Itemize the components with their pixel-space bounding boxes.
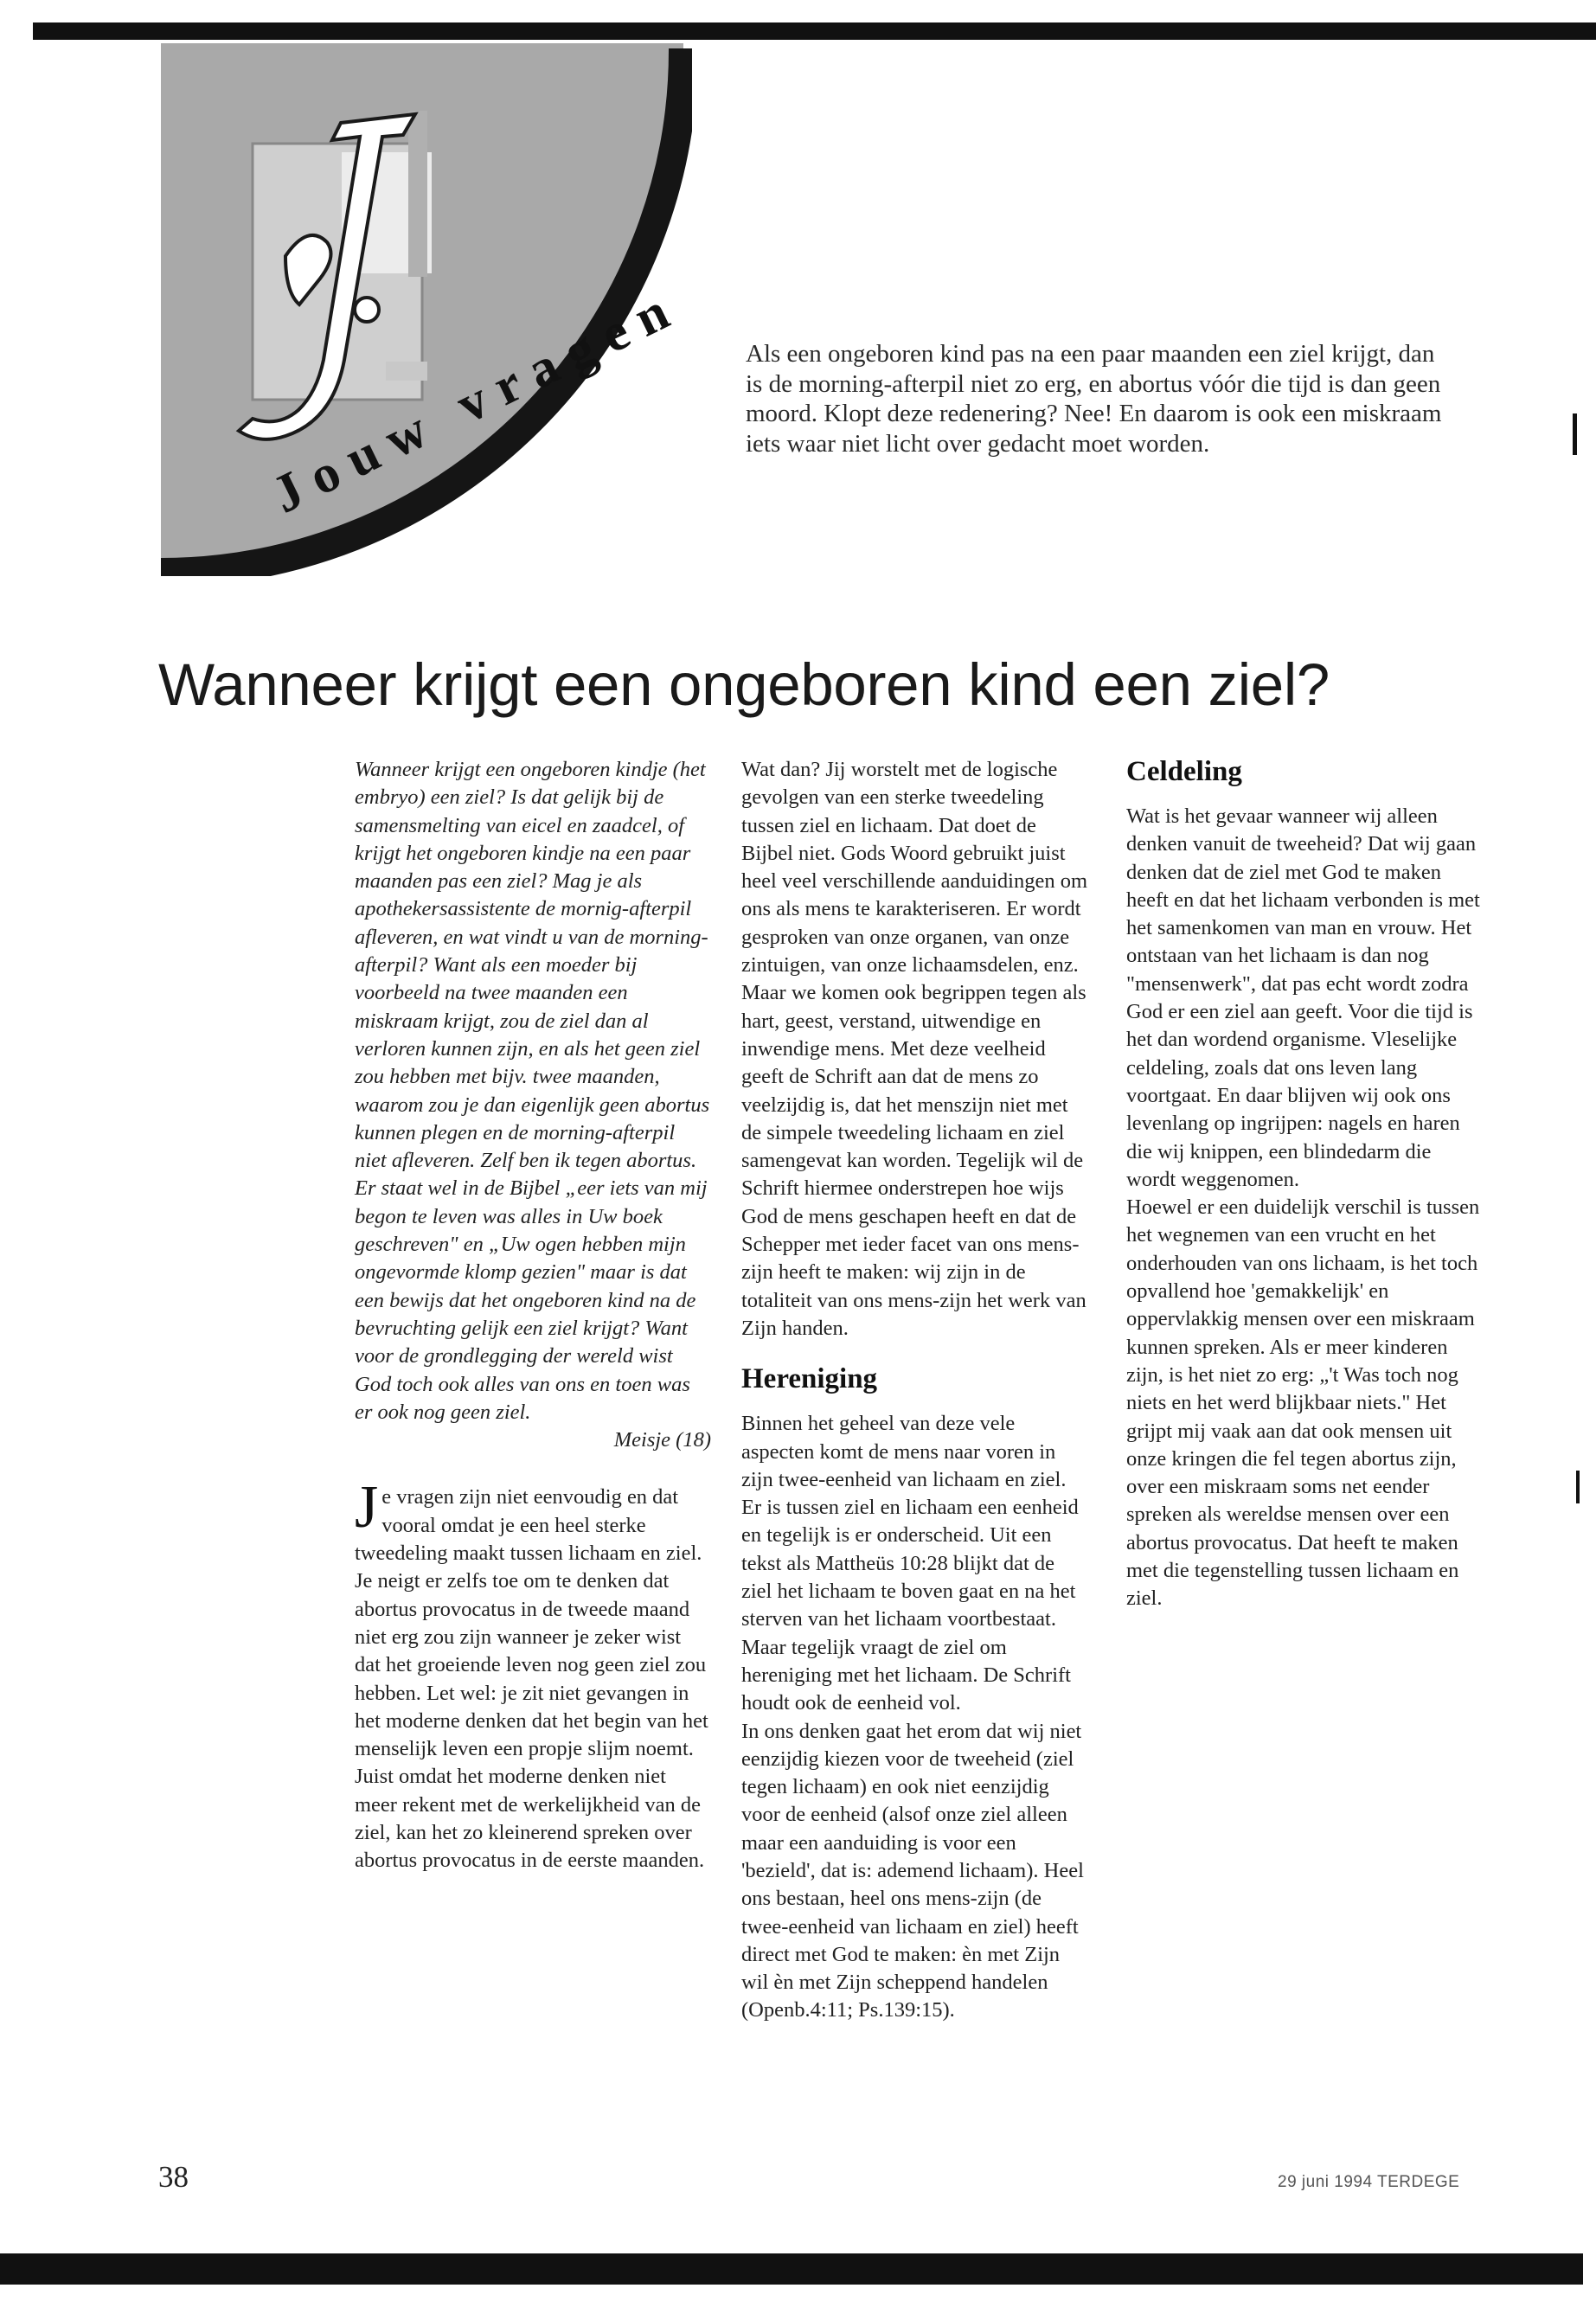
top-rule xyxy=(33,22,1596,40)
column-3-text xyxy=(1126,756,1481,1613)
intro-text: Als een ongeboren kind pas na een paar maanden een ziel krijgt, dan is de morning-afterpil niet zo erg, en abortus vóór die tijd is dan geen moord. Klopt deze redenering? Nee! En daarom is ook een miskraam iets waar niet licht over gedacht moet worden. xyxy=(746,340,1442,458)
answer-paragraph-3: Binnen het geheel van deze vele aspecten komt de mens naar voren in zijn twee-eenheid van lichaam en ziel. Er is tussen ziel en lichaam een eenheid en tegelijk is er onderscheid. Uit een tekst als Mattheüs 10:28 blijkt dat de ziel het lichaam te boven gaat en na het sterven van het lichaam voortbestaat. Maar tegelijk vraagt de ziel om hereniging met het lichaam. De Schrift houdt ook de eenheid vol. xyxy=(741,1412,1079,1715)
column-1 xyxy=(355,756,711,1875)
answer-paragraph-6: Hoewel er een duidelijk verschil is tussen het wegnemen van een vrucht en het onderhouden van ons lichaam, is het toch opvallend hoe 'gemakkelijk' en oppervlakkig mensen over een miskraam kunnen spreken. Als er meer kinderen zijn, is het niet zo erg: „'t Was toch nog niets en het werd blijkbaar niets." Het grijpt mij vaak aan dat ook mensen uit onze kringen die fel tegen abortus zijn, over een miskraam soms net eender spreken als wereldse mensen over een abortus provocatus. Dat heeft te maken met die tegenstelling tussen lichaam en ziel. xyxy=(1126,1195,1480,1611)
edge-mark xyxy=(1576,1471,1580,1503)
jouw-vragen-emblem xyxy=(156,40,692,576)
answer-text: e vragen zijn niet eenvoudig en dat vooral omdat je een heel sterke tweedeling maakt tussen lichaam en ziel. Je neigt er zelfs toe om te denken dat abortus provocatus in de tweede maand niet erg zou zijn wanneer je zeker wist dat het groeiende leven nog geen ziel zou hebben. Let wel: je zit niet gevangen in het moderne denken dat het begin van het menselijk leven een propje slijm noemt. Juist omdat het moderne denken niet meer rekent met de werkelijkheid van de ziel, kan het zo kleinerend spreken over abortus provocatus in de eerste maanden. xyxy=(355,1485,708,1873)
issue-line: 29 juni 1994 TERDEGE xyxy=(1278,2173,1460,2191)
page-number: 38 xyxy=(158,2160,189,2194)
edge-mark xyxy=(1573,413,1577,455)
drop-cap: J xyxy=(355,1474,379,1541)
subheading-hereniging: Hereniging xyxy=(741,1363,878,1395)
answer-paragraph-2: Wat dan? Jij worstelt met de logische gevolgen van een sterke tweedeling tussen ziel en lichaam. Dat doet de Bijbel niet. Gods Woord gebruikt juist heel veel verschillende aanduidingen om ons als mens te karakteriseren. Er wordt gesproken van onze organen, van onze zintuigen, van onze lichaamsdelen, enz. Maar we komen ook begrippen tegen als hart, geest, verstand, uitwendige en inwendige mens. Met deze veelheid geeft de Schrift aan dat de mens zo veelzijdig is, dat het menszijn niet met de simpele tweedeling lichaam en ziel samengevat kan worden. Tegelijk wil de Schrift hiermee onderstrepen hoe wijs God de mens geschapen heeft en dat de Schepper met ieder facet van ons mens-zijn heeft te maken: wij zijn in de totaliteit van ons mens-zijn het werk van Zijn handen. xyxy=(741,758,1088,1340)
logo-initial: J xyxy=(156,40,157,41)
answer-paragraph-4: In ons denken gaat het erom dat wij niet eenzijdig kiezen voor de tweeheid (ziel tegen lichaam) en ook niet eenzijdig voor de eenheid (alsof onze ziel alleen maar een aanduiding is voor een 'bezield', dat is: ademend lichaam). Heel ons bestaan, heel ons mens-zijn (de twee-eenheid van lichaam en ziel) heeft direct met God te maken: èn met Zijn wil èn met Zijn scheppend handelen (Openb.4:11; Ps.139:15). xyxy=(741,1719,1084,2022)
answer-paragraph-5: Wat is het gevaar wanneer wij alleen denken vanuit de tweeheid? Dat wij gaan denken dat de ziel met God te maken heeft en dat het lichaam verbonden is met het samenkomen van man en vrouw. Het ontstaan van het lichaam is dan nog "mensenwerk", dat pas echt wordt zodra God er een ziel aan geeft. Voor die tijd is het dan wordend organisme. Vleselijke celdeling, zoals dat ons leven lang voortgaat. En daar blijven wij ook ons levenlang op ingrijpen: nagels en haren die wij knippen, een blindedarm die wordt weggenomen. xyxy=(1126,804,1480,1191)
reader-question: Wanneer krijgt een ongeboren kindje (het embryo) een ziel? Is dat gelijk bij de samensmelting van eicel en zaadcel, of krijgt het ongeboren kindje na een paar maanden pas een ziel? Mag je als apothekersassistente de mornig-afterpil afleveren, en wat vindt u van de morning-afterpil? Want als een moeder bij voorbeeld na twee maanden een miskraam krijgt, zou de ziel dan al verloren kunnen zijn, en als het geen ziel zou hebben met bijv. twee maanden, waarom zou je dan eigenlijk geen abortus kunnen plegen en de morning-afterpil niet afleveren. Zelf ben ik tegen abortus. Er staat wel in de Bijbel „eer iets van mij begon te leven was alles in Uw boek geschreven" en „Uw ogen hebben mijn ongevormde klomp gezien" maar is dat een bewijs dat het ongeboren kind na de bevruchting gelijk een ziel krijgt? Want voor de grondlegging der wereld wist God toch ook alles van ons en toen was er ook nog geen ziel. xyxy=(355,758,710,1424)
subheading-celdeling: Celdeling xyxy=(1126,756,1242,787)
page-title: Wanneer krijgt een ongeboren kind een ziel? xyxy=(158,651,1330,718)
bottom-rule xyxy=(0,2253,1583,2285)
logo-word: Jouw vragen xyxy=(263,282,678,525)
column-2-text xyxy=(741,756,1087,2025)
answer-paragraph-1 xyxy=(355,1474,711,1875)
question-signature: Meisje (18) xyxy=(613,1428,711,1452)
section-logo xyxy=(156,40,692,576)
